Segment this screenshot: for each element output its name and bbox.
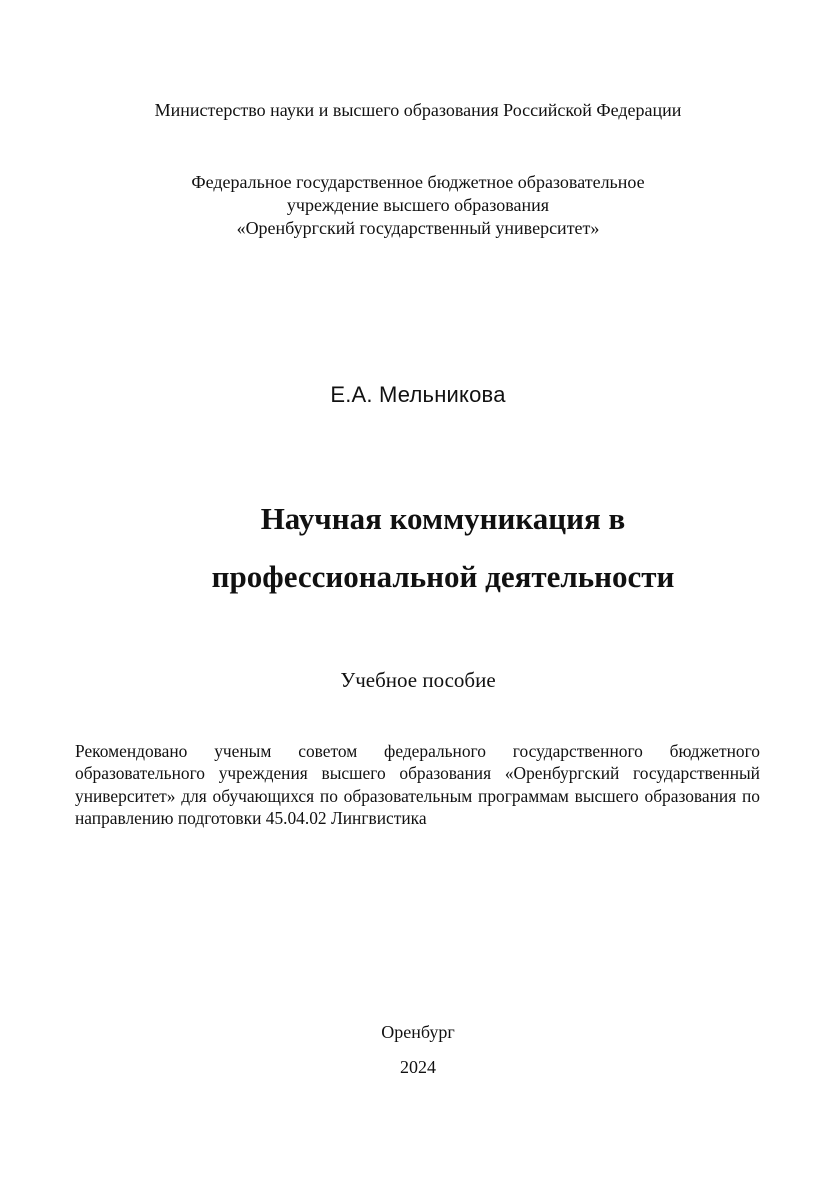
book-title-line-2: профессиональной деятельности <box>211 559 675 594</box>
book-title <box>0 490 836 606</box>
ministry-name: Министерство науки и высшего образования Российской Федерации <box>154 100 682 120</box>
institution-line-1: Федеральное государственное бюджетное образовательное <box>191 172 645 192</box>
publication-city: Оренбург <box>381 1022 455 1042</box>
institution-line-3: «Оренбургский государственный университет» <box>236 218 600 238</box>
institution-line-2: учреждение высшего образования <box>286 195 550 215</box>
institution-block <box>0 171 836 240</box>
book-title-line-1: Научная коммуникация в <box>260 501 626 536</box>
publication-year: 2024 <box>400 1057 436 1077</box>
author-name: Е.А. Мельникова <box>330 382 506 407</box>
book-type: Учебное пособие <box>340 668 496 692</box>
recommendation-text: Рекомендовано ученым советом федерального государственного бюджетного образовательного учреждения высшего образования «Оренбургский государственный университет» для обучающихся по образовательным программам высшего образования по направлению подготовки 45.04.02 Лингвистика <box>75 741 760 829</box>
